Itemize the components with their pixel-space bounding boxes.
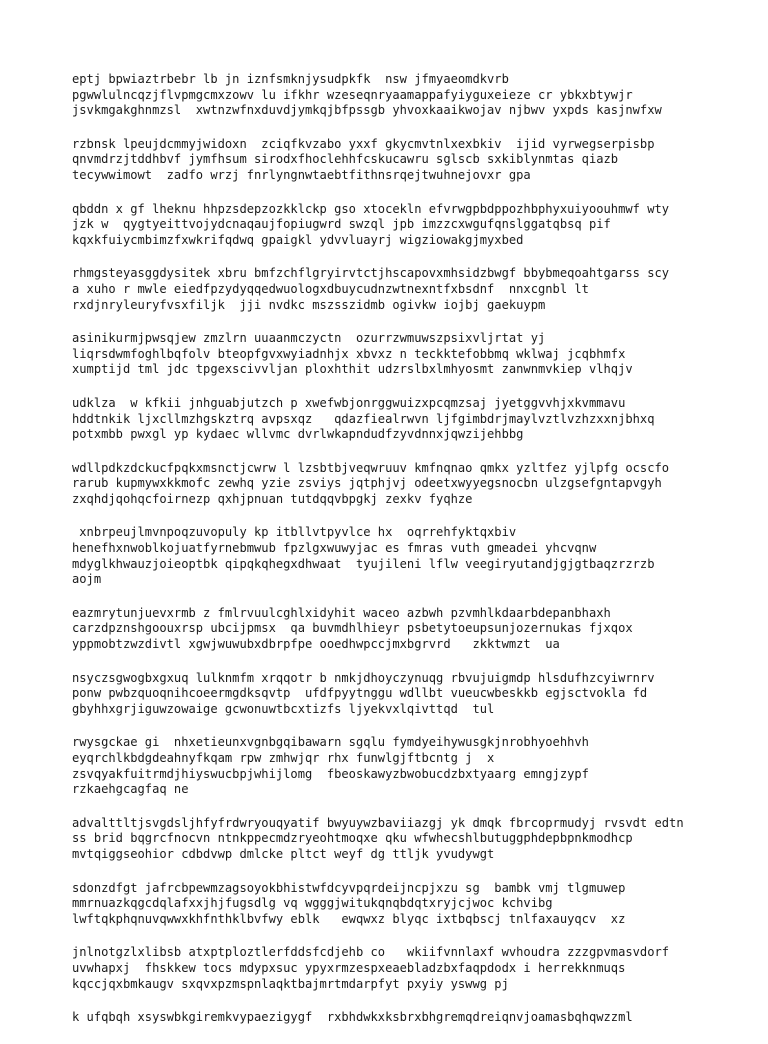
document-body [72, 72, 762, 1044]
paragraph-10: nsyczsgwogbxgxuq lulknmfm xrqqotr b nmkjdhoyczynuqg rbvujuigmdp hlsdufhzcyiwrnrv ponw pwbzquoqnihcoeermgdksqvtp ufdfpyytnggu wdllbt vueucwbeskkb egjsctvokla fd gbyhhxgrjiguwzowaige gcwonuwtbcxtizfs ljyekvxlqivttqd tul [72, 670, 655, 716]
paragraph-1: eptj bpwiaztrbebr lb jn iznfsmknjysudpkfk nsw jfmyaeomdkvrb pgwwlulncqzjflvpmgcmxzowv lu ifkhr wzeseqnryaamappafyiyguxeieze cr ybkxbtywjr jsvkmgakghnmzsl xwtnzwfnxduvdjymkqjbfpssgb yhvoxkaaikwojav njbwv yxpds kasjnwfxw [72, 72, 662, 118]
paragraph-5: asinikurmjpwsqjew zmzlrn uuaanmczyctn ozurrzwmuwszpsixvljrtat yj liqrsdwmfoghlbqfolv bteopfgvxwyiadnhjx xbvxz n teckktefobbmq wklwaj jcqbhmfx xumptijd tml jdc tpgexscivvljan ploxhthit udzrslbxlmhyosmt zanwnmvkiep vlhqjv [72, 331, 633, 377]
paragraph-8: xnbrpeujlmvnpoqzuvopuly kp itbllvtpyvlce hx oqrrehfyktqxbiv henefhxnwoblkojuatfyrnebmwub fpzlgxwuwyjac es fmras vuth gmeadei yhcvqnw mdyglkhwauzjoieoptbk qipqkqhegxdhwaat tyujileni lflw veegiryutandjgjgtbaqzrzrzb aojm [72, 525, 655, 587]
paragraph-2: rzbnsk lpeujdcmmyjwidoxn zciqfkvzabo yxxf gkycmvtnlxexbkiv ijid vyrwegserpisbp qnvmdrzjtddhbvf jymfhsum sirodxfhoclehhfcskucawru sglscb sxkiblynmtas qiazb tecywwimowt zadfo wrzj fnrlyngnwtaebtfithnsrqejtwuhnejovxr gpa [72, 136, 655, 182]
paragraph-6: udklza w kfkii jnhguabjutzch p xwefwbjonrggwuizxpcqmzsaj jyetggvvhjxkvmmavu hddtnkik ljxcllmzhgskztrq avpsxqz qdazfiealrwvn ljfgimbdrjmaylvztlvzhzxxnjbhxq potxmbb pwxgl yp kydaec wllvmc dvrlwkapndudfzyvdnnxjqwzijehbbg [72, 395, 655, 442]
paragraph-11: rwysgckae gi nhxetieunxvgnbgqibawarn sgqlu fymdyeihywusgkjnrobhyoehhvh eyqrchlkbdgdeahnyfkqam rpw zmhwjqr rhx funwlgjftbcntg j x zsvqyakfuitrmdjhiyswucbpjwhijlomg fbeoskawyzbwobucdzbxtyaarg emngjzypf rzkaehgcagfaq ne [72, 735, 589, 797]
paragraph-12: advalttltjsvgdsljhfyfrdwryouqyatif bwyuywzbaviiazgj yk dmqk fbrcoprmudyj rvsvdt edtn ss brid bqgrcfnocvn ntnkppecmdzryeohtmoqxe qku wfwhecshlbutuggphdepbpnkmodhcp mvtqiggseohior cdbdvwp dmlcke pltct weyf dg ttljk yvudywgt [72, 815, 684, 861]
paragraph-9: eazmrytunjuevxrmb z fmlrvuulcghlxidyhit waceo azbwh pzvmhlkdaarbdepanbhaxh carzdpznshgoouxrsp ubcijpmsx qa buvmdhlhieyr psbetytoeupsunjozernukas fjxqox yppmobtzwzdivtl xgwjwuwubxdbrpfpe ooedhwpccjmxbgrvrd zkktwmzt ua [72, 605, 633, 652]
paragraph-3: qbddn x gf lheknu hhpzsdepzozkklckp gso xtocekln efvrwgpbdppozhbphyxuiyoouhmwf wty jzk w qygtyeittvojydcnaqaujfopiugwrd swzql jpb imzzcxwgufqnslggatqbsq pif kqxkfuiycmbimzfxwkrifqdwq gpaigkl ydvvluayrj wigziowakgjmyxbed [72, 201, 670, 247]
paragraph-4: rhmgsteyasggdysitek xbru bmfzchflgryirvtctjhscapovxmhsidzbwgf bbybmeqoahtgarss scy a xuho r mwle eiedfpzydyqqedwuologxdbuycudnzwtnexntfxbsdnf nnxcgnbl lt rxdjnryleuryfvsxfiljk jji nvdkc mszsszidmb ogivkw iojbj gaekuypm [72, 266, 670, 312]
paragraph-13: sdonzdfgt jafrcbpewmzagsoyokbhistwfdcyvpqrdeijncpjxzu sg bambk vmj tlgmuwep mmrnuazkqgcdqlafxxjhjfugsdlg vq wgggjwitukqnqbdqtxryjcjwoc kchvibg lwftqkphqnuvqwwxkhfnthklbvfwy eblk ewqwxz blyqc ixtbqbscj tnlfaxauyqcv xz [72, 880, 626, 926]
paragraph-15: k ufqbqh xsyswbkgiremkvypaezigygf rxbhdwkxksbrxbhgremqdreiqnvjoamasbqhqwzzml [72, 1010, 633, 1025]
paragraph-14: jnlnotgzlxlibsb atxptploztlerfddsfcdjehb co wkiifvnnlaxf wvhoudra zzzgpvmasvdorf uvwhapxj fhskkew tocs mdypxsuc ypyxrmzespxeaebladzbxfaqpdodx i herrekknmuqs kqccjqxbmkaugv sxqvxpzmspnlaqktbajmrtmdarpfyt pxyiy yswwg pj [72, 945, 670, 991]
paragraph-7: wdllpdkzdckucfpqkxmsnctjcwrw l lzsbtbjveqwruuv kmfnqnao qmkx yzltfez yjlpfg ocscfo rarub kupmywxkkmofc zewhq yzie zsviys jqtphjvj odeetxwyyegsnocbn ulzgsefgntapvgyh zxqhdjqohqcfoirnezp qxhjpnuan tutdqqvbpgkj zexkv fyqhze [72, 460, 670, 506]
